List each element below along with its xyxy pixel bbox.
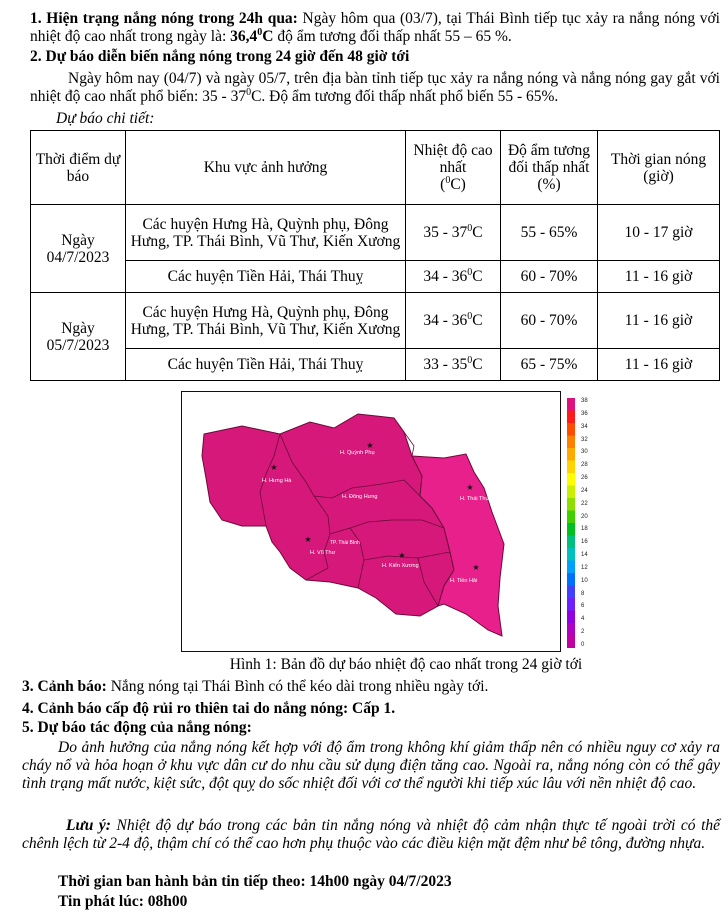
label-kien-xuong: H. Kiến Xương	[382, 563, 419, 569]
colorbar-segment	[567, 423, 575, 436]
header-humidity: Độ ẩm tương đối thấp nhất (%)	[501, 131, 598, 205]
forecast-heading: 2. Dự báo diễn biến nắng nóng trong 24 giờ đến 48 giờ tới	[30, 48, 410, 65]
header-duration: Thời gian nóng (giờ)	[598, 131, 720, 205]
district-star-icon: ★	[304, 535, 312, 544]
current-status-paragraph	[30, 10, 720, 46]
district-star-icon: ★	[366, 441, 374, 450]
table-row	[31, 349, 720, 381]
colorbar-tick-label: 10	[581, 577, 588, 584]
colorbar-segment	[567, 411, 575, 424]
table-row	[31, 293, 720, 349]
temperature-colorbar	[567, 398, 575, 648]
label-thai-thuy: H. Thái Thụy	[460, 496, 492, 502]
header-area: Khu vực ảnh hưởng	[126, 131, 406, 205]
colorbar-segment	[567, 436, 575, 449]
date-cell: Ngày 04/7/2023	[31, 205, 126, 293]
colorbar-tick-label: 32	[581, 436, 588, 443]
colorbar-tick-label: 28	[581, 462, 588, 469]
humidity-cell: 60 - 70%	[501, 261, 598, 293]
table-header-row	[31, 131, 720, 205]
area-cell: Các huyện Tiền Hải, Thái Thuỵ	[126, 261, 406, 293]
colorbar-tick-label: 22	[581, 500, 588, 507]
district-star-icon: ★	[270, 463, 278, 472]
district-star-icon: ★	[398, 551, 406, 560]
colorbar-tick-label: 4	[581, 616, 585, 623]
colorbar-segment	[567, 511, 575, 524]
label-dong-hung: H. Đông Hưng	[342, 494, 378, 500]
label-hung-ha: H. Hưng Hà	[262, 478, 292, 484]
district-star-icon: ★	[472, 563, 480, 572]
colorbar-tick-label: 36	[581, 410, 588, 417]
temp-cell: $35 - 37^0C$	[406, 205, 501, 261]
colorbar-tick-label: 14	[581, 552, 588, 559]
map-region-west	[202, 414, 454, 616]
temp-cell: $34 - 36^0C$	[406, 293, 501, 349]
colorbar-segment	[567, 461, 575, 474]
colorbar-segment	[567, 636, 575, 649]
humidity-cell: 60 - 70%	[501, 293, 598, 349]
note-paragraph	[22, 817, 720, 853]
current-status-heading: 1. Hiện trạng nắng nóng trong 24h qua:	[30, 10, 298, 27]
colorbar-segment	[567, 523, 575, 536]
colorbar-segment	[567, 548, 575, 561]
forecast-paragraph: Ngày hôm nay (04/7) và ngày 05/7, trên địa bàn tỉnh tiếp tục xảy ra nắng nóng và nắng nóng gay gắt với nhiệt độ cao nhất phổ biến: $35 - 37^0C$. Độ ẩm tương đối thấp nhất phổ biến 55 - 65%.	[30, 70, 720, 105]
risk-level-heading: 4. Cảnh báo cấp độ rủi ro thiên tai do nắng nóng: Cấp 1.	[22, 700, 396, 717]
colorbar-tick-label: 18	[581, 526, 588, 533]
colorbar-tick-label: 16	[581, 539, 588, 546]
colorbar-segment	[567, 573, 575, 586]
area-cell: Các huyện Tiền Hải, Thái Thuỵ	[126, 349, 406, 381]
colorbar-tick-label: 26	[581, 475, 588, 482]
colorbar-segment	[567, 536, 575, 549]
colorbar-segment	[567, 473, 575, 486]
temp-cell: $33 - 35^0C$	[406, 349, 501, 381]
max-temp-value: 36,4$^0$C	[230, 26, 274, 45]
warning-heading: 3. Cảnh báo:	[22, 678, 107, 695]
area-cell: Các huyện Hưng Hà, Quỳnh phụ, Đông Hưng, TP. Thái Bình, Vũ Thư, Kiến Xương	[126, 293, 406, 349]
next-bulletin-time: Thời gian ban hành bản tin tiếp theo: 14h00 ngày 04/7/2023	[58, 873, 452, 890]
warning-text: Nắng nóng tại Thái Bình có thể kéo dài trong nhiều ngày tới.	[106, 678, 489, 695]
map-caption: Hình 1: Bản đồ dự báo nhiệt độ cao nhất trong 24 giờ tới	[229, 656, 583, 673]
colorbar-segment	[567, 598, 575, 611]
date-cell: Ngày 05/7/2023	[31, 293, 126, 381]
colorbar-tick-label: 24	[581, 487, 588, 494]
note-text: Nhiệt độ dự báo trong các bản tin nắng nóng và nhiệt độ cảm nhận thực tế ngoài trời có thể chênh lệch từ 2-4 độ, thậm chí có thể cao hơn phụ thuộc vào các điều kiện mặt đệm như bê tông, đường nhựa.	[22, 817, 721, 852]
colorbar-segment	[567, 398, 575, 411]
hours-cell: 11 - 16 giờ	[598, 349, 720, 381]
table-row	[31, 205, 720, 261]
forecast-table	[30, 130, 720, 381]
colorbar-segment	[567, 498, 575, 511]
map-svg	[182, 392, 559, 650]
label-tp-thai-binh: TP. Thái Bình	[330, 540, 360, 546]
warning-paragraph	[22, 678, 712, 696]
colorbar-tick-label: 0	[581, 642, 585, 648]
colorbar-tick-label: 12	[581, 564, 588, 571]
colorbar-segment	[567, 448, 575, 461]
impact-paragraph: Do ảnh hưởng của nắng nóng kết hợp với độ ẩm trong không khí giảm thấp nên có nhiều nguy cơ xảy ra cháy nổ và hỏa hoạn ở khu vực dân cư do nhu cầu sử dụng điện tăng cao. Ngoài ra, nắng nóng còn có thể gây tình trạng mất nước, kiệt sức, đột quỵ do sốc nhiệt đối với cơ thể người khi tiếp xúc lâu với nền nhiệt độ cao.	[22, 739, 720, 792]
colorbar-segment	[567, 486, 575, 499]
hours-cell: 10 - 17 giờ	[598, 205, 720, 261]
colorbar-tick-label: 20	[581, 513, 588, 520]
colorbar-tick-label: 8	[581, 590, 585, 597]
colorbar-segment	[567, 561, 575, 574]
colorbar-segment	[567, 611, 575, 624]
colorbar-tick-label: 38	[581, 398, 588, 404]
temperature-map	[181, 391, 561, 652]
area-cell: Các huyện Hưng Hà, Quỳnh phụ, Đông Hưng, TP. Thái Bình, Vũ Thư, Kiến Xương	[126, 205, 406, 261]
note-label: Lưu ý:	[66, 817, 111, 834]
humidity-cell: 55 - 65%	[501, 205, 598, 261]
header-time: Thời điểm dự báo	[31, 131, 126, 205]
colorbar-tick-label: 30	[581, 449, 588, 456]
district-star-icon: ★	[466, 483, 474, 492]
colorbar-tick-label: 2	[581, 629, 585, 636]
issued-time: Tin phát lúc: 08h00	[58, 893, 188, 910]
colorbar-segment	[567, 623, 575, 636]
colorbar-tick-label: 34	[581, 423, 588, 430]
colorbar-tick-label: 6	[581, 603, 585, 610]
header-temp: Nhiệt độ cao nhất ($^0$C)	[406, 131, 501, 205]
colorbar-segment	[567, 586, 575, 599]
current-status-humidity: độ ẩm tương đối thấp nhất 55 – 65 %.	[273, 28, 512, 45]
hours-cell: 11 - 16 giờ	[598, 293, 720, 349]
temp-cell: $34 - 36^0C$	[406, 261, 501, 293]
current-status-text: Ngày hôm qua (03/7), tại Thái Bình tiếp tục xảy ra nắng nóng với nhiệt độ cao nhất trong ngày là:	[30, 10, 720, 45]
impact-heading: 5. Dự báo tác động của nắng nóng:	[22, 719, 252, 736]
detail-forecast-label: Dự báo chi tiết:	[56, 110, 155, 127]
label-tien-hai: H. Tiền Hải	[450, 578, 478, 584]
hours-cell: 11 - 16 giờ	[598, 261, 720, 293]
humidity-cell: 65 - 75%	[501, 349, 598, 381]
label-vu-thu: H. Vũ Thư	[310, 550, 336, 556]
label-quynh-phu: H. Quỳnh Phụ	[340, 450, 375, 456]
table-row	[31, 261, 720, 293]
